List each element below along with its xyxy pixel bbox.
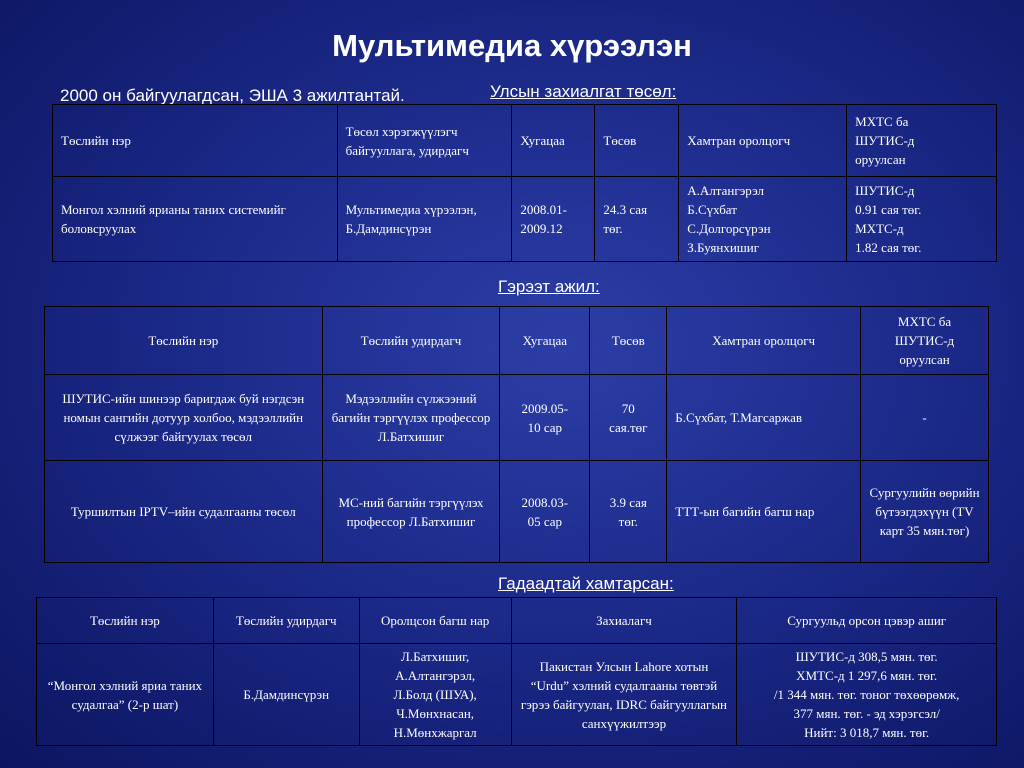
header-duration: Хугацаа (512, 105, 595, 177)
header-leader: Төслийн удирдагч (213, 598, 359, 644)
header-partners: Хамтран оролцогч (679, 105, 847, 177)
cell-partners: А.Алтангэрэл Б.Сүхбат С.Долгорсүрэн З.Буянхишиг (679, 177, 847, 262)
cell-client: Пакистан Улсын Lahore хотын “Urdu” хэлний судалгааны төвтэй гэрээ байгуулан, IDRC байгууллагын санхүүжилтээр (511, 644, 737, 746)
cell-project-name: ШУТИС-ийн шинээр баригдаж буй нэгдсэн номын сангийн дотуур холбоо, мэдээллийн сүлжээг байгуулах төсөл (45, 375, 323, 461)
cell-project-name: “Монгол хэлний яриа таних судалгаа” (2-р шат) (37, 644, 214, 746)
cell-budget: 3.9 сая төг. (590, 461, 667, 563)
header-budget: Төсөв (590, 307, 667, 375)
foreign-projects-table (36, 597, 997, 746)
cell-partners: Б.Сүхбат, Т.Магсаржав (667, 375, 861, 461)
header-project-name: Төслийн нэр (37, 598, 214, 644)
header-contribution: МХТС ба ШУТИС-д оруулсан (847, 105, 997, 177)
header-leader: Төслийн удирдагч (322, 307, 500, 375)
cell-budget: 70 сая.төг (590, 375, 667, 461)
cell-leader: Б.Дамдинсүрэн (213, 644, 359, 746)
section-label-foreign-projects: Гадаадтай хамтарсан: (498, 574, 674, 593)
header-budget: Төсөв (595, 105, 679, 177)
header-duration: Хугацаа (500, 307, 590, 375)
cell-leader: Мэдээллийн сүлжээний багийн тэргүүлэх профессор Л.Батхишиг (322, 375, 500, 461)
section-label-contract-work: Гэрээт ажил: (498, 277, 600, 296)
cell-contribution: - (861, 375, 989, 461)
cell-participants: Л.Батхишиг, А.Алтангэрэл, Л.Болд (ШУА), Ч.Мөнхнасан, Н.Мөнхжаргал (359, 644, 511, 746)
header-net-profit: Сургуульд орсон цэвэр ашиг (737, 598, 997, 644)
cell-contribution: Сургуулийн өөрийн бүтээгдэхүүн (TV карт 35 мян.төг) (861, 461, 989, 563)
cell-partners: ТТТ-ын багийн багш нар (667, 461, 861, 563)
cell-project-name: Монгол хэлний ярианы таних системийг боловсруулах (53, 177, 338, 262)
page-title: Мультимедиа хүрээлэн (332, 28, 692, 63)
contract-work-table (44, 306, 989, 563)
table-row (45, 461, 989, 563)
table-header-row (37, 598, 997, 644)
cell-budget: 24.3 сая төг. (595, 177, 679, 262)
header-project-name: Төслийн нэр (45, 307, 323, 375)
cell-duration: 2008.01- 2009.12 (512, 177, 595, 262)
header-partners: Хамтран оролцогч (667, 307, 861, 375)
header-client: Захиалагч (511, 598, 737, 644)
cell-duration: 2009.05- 10 сар (500, 375, 590, 461)
cell-contribution: ШУТИС-д 0.91 сая төг. МХТС-д 1.82 сая төг. (847, 177, 997, 262)
cell-net-profit: ШУТИС-д 308,5 мян. төг. ХМТС-д 1 297,6 мян. төг. /1 344 мян. төг. тоног төхөөрөмж, 377 мян. төг. - эд хэрэгсэл/ Нийт: 3 018,7 мян. төг. (737, 644, 997, 746)
cell-project-name: Туршилтын IPTV–ийн судалгааны төсөл (45, 461, 323, 563)
table-row (45, 375, 989, 461)
table-row (37, 644, 997, 746)
header-contribution: МХТС ба ШУТИС-д оруулсан (861, 307, 989, 375)
section-label-state-projects: Улсын захиалгат төсөл: (490, 82, 677, 101)
header-participants: Оролцсон багш нар (359, 598, 511, 644)
cell-implementer: Мультимедиа хүрээлэн, Б.Дамдинсүрэн (337, 177, 512, 262)
institute-info: 2000 он байгуулагдсан, ЭША 3 ажилтантай. (60, 86, 405, 105)
table-header-row (53, 105, 997, 177)
header-project-name: Төслийн нэр (53, 105, 338, 177)
table-header-row (45, 307, 989, 375)
state-projects-table (52, 104, 997, 262)
cell-leader: МС-ний багийн тэргүүлэх профессор Л.Батхишиг (322, 461, 500, 563)
header-implementer: Төсөл хэрэгжүүлэгч байгууллага, удирдагч (337, 105, 512, 177)
cell-duration: 2008.03- 05 сар (500, 461, 590, 563)
table-row (53, 177, 997, 262)
